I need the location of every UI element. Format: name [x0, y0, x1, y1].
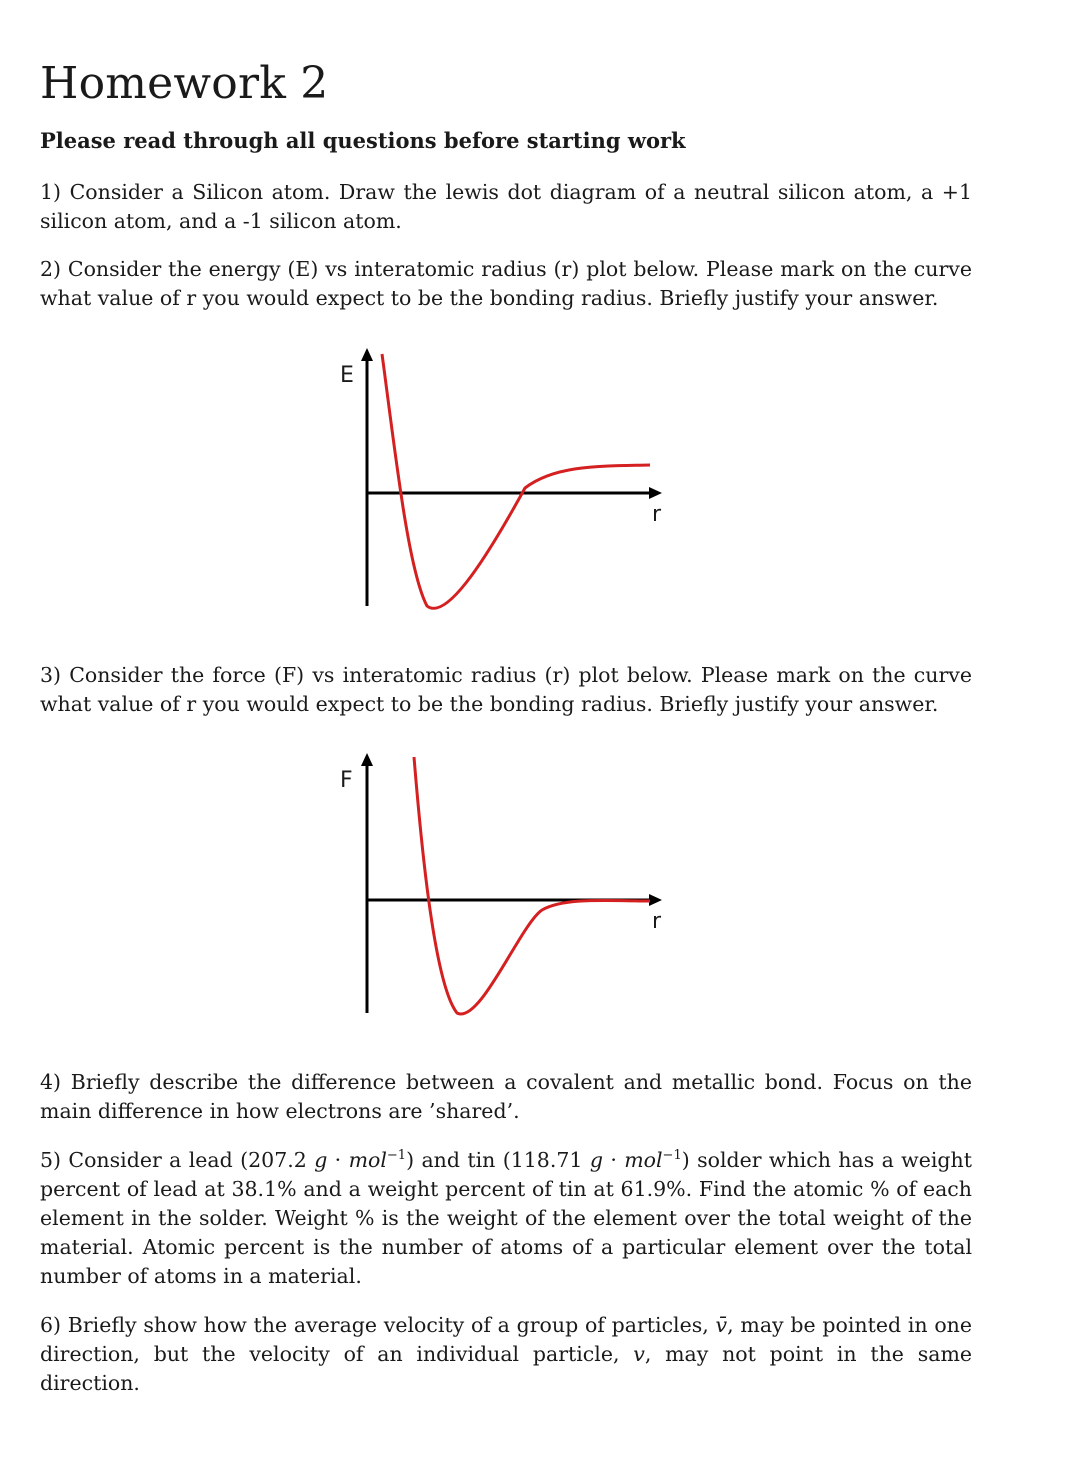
energy-curve: [382, 354, 650, 608]
q5-text-prefix: 5) Consider a lead (207.2: [40, 1148, 315, 1172]
energy-x-axis-label: r: [652, 502, 662, 527]
q5-dot: ·: [327, 1148, 349, 1172]
instructions: Please read through all questions before starting work: [40, 128, 686, 153]
question-2: 2) Consider the energy (E) vs interatomic radius (r) plot below. Please mark on the curve what value of r you would expect to be the bonding radius. Briefly justify your answer.: [40, 257, 972, 310]
question-5: [40, 1146, 972, 1291]
force-x-axis-label: r: [652, 909, 662, 934]
q5-exponent: −1: [386, 1148, 407, 1164]
question-6: [40, 1311, 972, 1398]
force-y-arrow: [361, 753, 373, 766]
question-4: 4) Briefly describe the difference between a covalent and metallic bond. Focus on the main difference in how electrons are ’shared’.: [40, 1070, 972, 1123]
force-plot: [330, 745, 680, 1025]
q5-text-mid: ) and tin (118.71: [406, 1148, 590, 1172]
energy-y-axis-label: E: [340, 363, 354, 388]
q5-unit-mol-2: mol: [624, 1148, 663, 1172]
page-title: Homework 2: [40, 58, 329, 109]
q5-unit-mol: mol: [348, 1148, 387, 1172]
force-x-arrow: [649, 894, 662, 906]
q5-unit-g: g: [314, 1148, 328, 1172]
energy-y-arrow: [361, 348, 373, 361]
energy-x-arrow: [649, 487, 662, 499]
q6-vbar: v̄: [715, 1313, 728, 1337]
energy-plot: [330, 340, 680, 620]
q6-text-mid: , may be pointed in one direction, but the velocity of an individual particle,: [40, 1313, 972, 1366]
q6-text-rest: , may not point in the same direction.: [40, 1342, 973, 1395]
q5-exponent-2: −1: [662, 1148, 682, 1164]
q5-dot-2: ·: [602, 1148, 625, 1172]
q6-text-prefix: 6) Briefly show how the average velocity of a group of particles,: [40, 1313, 716, 1337]
force-y-axis-label: F: [340, 768, 353, 793]
force-curve: [414, 757, 650, 1014]
question-1: 1) Consider a Silicon atom. Draw the lewis dot diagram of a neutral silicon atom, a +1 silicon atom, and a -1 silicon atom.: [40, 180, 972, 233]
q5-unit-g-2: g: [589, 1148, 603, 1172]
q6-v: v: [633, 1342, 645, 1366]
question-3: 3) Consider the force (F) vs interatomic radius (r) plot below. Please mark on the curve what value of r you would expect to be the bonding radius. Briefly justify your answer.: [40, 663, 972, 716]
q5-text-rest: ) solder which has a weight percent of lead at 38.1% and a weight percent of tin at 61.9%. Find the atomic % of each element in the solder. Weight % is the weight of the element over the total weight of the material. Atomic percent is the number of atoms of a particular element over the total number of atoms in a material.: [40, 1148, 972, 1288]
